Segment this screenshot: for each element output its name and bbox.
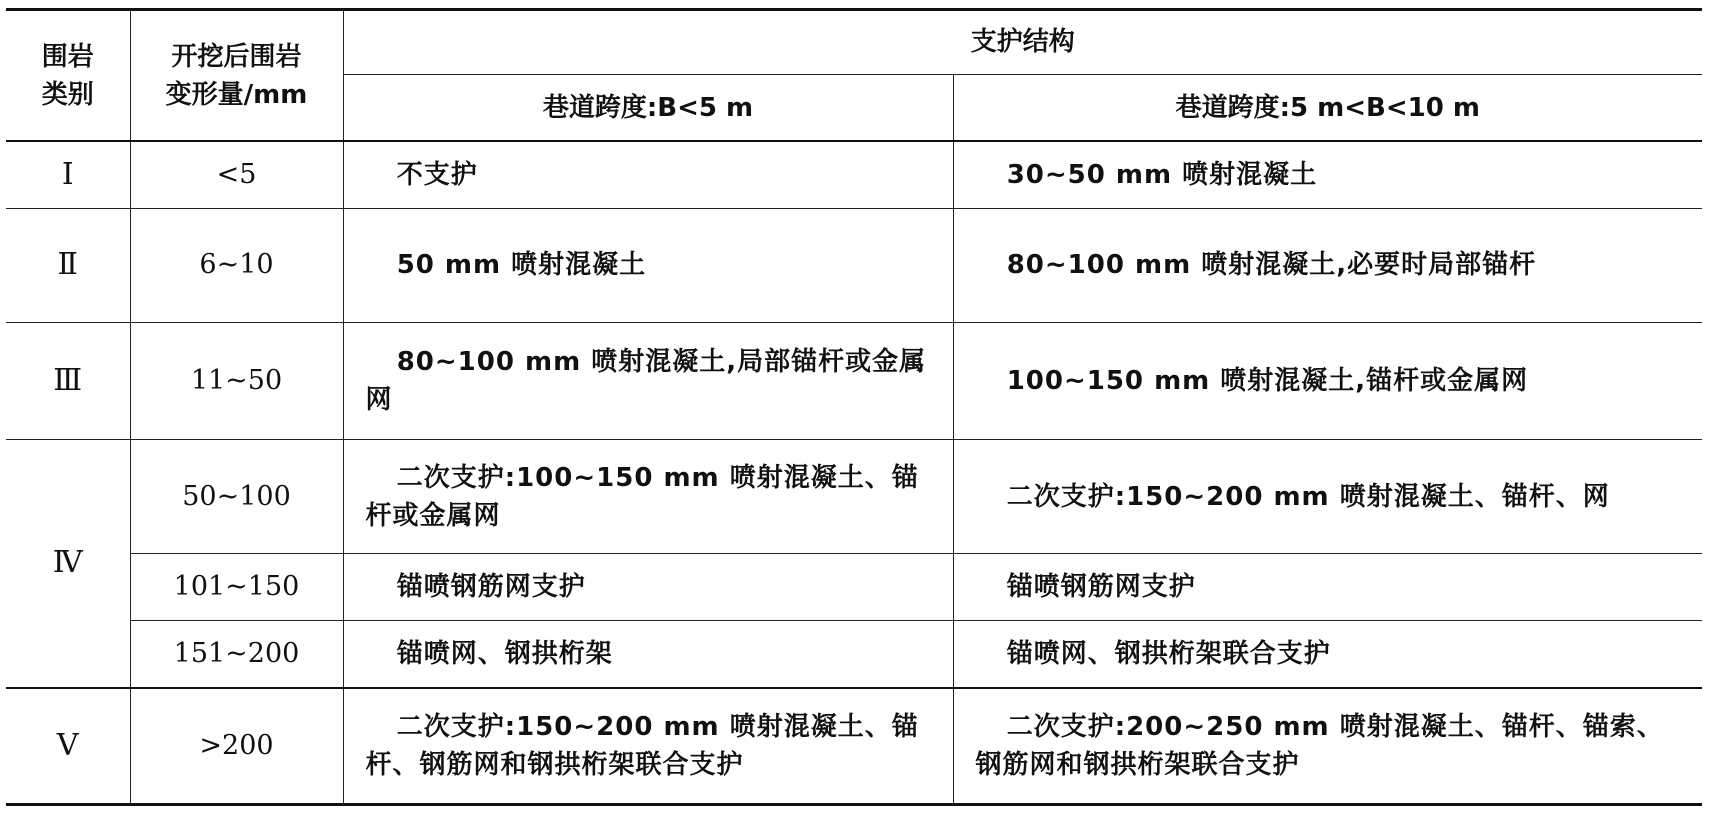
support-small-text: 50 mm 喷射混凝土 [396,250,647,281]
support-small-cell [343,141,953,208]
header-span-large: 巷道跨度:5 m<B<10 m [953,74,1702,141]
support-large-cell [953,621,1702,688]
support-large-cell [953,141,1702,208]
support-small-cell [343,208,953,322]
support-large-text: 锚喷网、钢拱桁架联合支护 [1006,639,1331,670]
support-large-cell [953,439,1702,553]
table-row [6,688,1702,805]
table-row [6,439,1702,553]
support-small-text: 锚喷钢筋网支护 [396,572,586,603]
header-deformation-line2: 变形量/mm [165,79,308,110]
header-rock-class [6,10,130,142]
support-small-text: 锚喷网、钢拱桁架 [396,639,613,670]
support-large-text: 锚喷钢筋网支护 [1006,572,1196,603]
support-small-cell [343,688,953,805]
grade-cell: Ⅰ [6,141,130,208]
grade-cell: Ⅲ [6,323,130,440]
header-support-structure: 支护结构 [343,10,1702,75]
support-small-text: 二次支护:100~150 mm 喷射混凝土、锚杆或金属网 [365,462,919,531]
support-small-cell [343,439,953,553]
deformation-cell: 50~100 [130,439,343,553]
support-large-text: 二次支护:150~200 mm 喷射混凝土、锚杆、网 [1006,481,1610,512]
table-row [6,621,1702,688]
support-small-text: 80~100 mm 喷射混凝土,局部锚杆或金属网 [365,347,927,416]
table-row [6,554,1702,621]
support-large-cell [953,554,1702,621]
support-small-text: 不支护 [396,160,478,190]
support-large-text: 100~150 mm 喷射混凝土,锚杆或金属网 [1006,366,1529,397]
table-row [6,141,1702,208]
support-large-text: 30~50 mm 喷射混凝土 [1006,160,1318,190]
support-large-cell [953,688,1702,805]
support-structure-table [6,8,1702,806]
support-large-text: 80~100 mm 喷射混凝土,必要时局部锚杆 [1006,250,1537,281]
support-large-cell [953,323,1702,440]
deformation-cell: >200 [130,688,343,805]
header-rock-class-line1: 围岩 [41,41,94,72]
deformation-cell: 11~50 [130,323,343,440]
support-small-cell [343,621,953,688]
table-row [6,323,1702,440]
deformation-cell: 6~10 [130,208,343,322]
deformation-cell: 151~200 [130,621,343,688]
grade-cell: Ⅱ [6,208,130,322]
support-large-text: 二次支护:200~250 mm 喷射混凝土、锚杆、锚索、钢筋网和钢拱桁架联合支护 [975,711,1664,780]
grade-cell: Ⅴ [6,688,130,805]
table-row [6,208,1702,322]
support-large-cell [953,208,1702,322]
support-small-text: 二次支护:150~200 mm 喷射混凝土、锚杆、钢筋网和钢拱桁架联合支护 [365,711,919,780]
header-deformation [130,10,343,142]
support-small-cell [343,323,953,440]
header-span-small: 巷道跨度:B<5 m [343,74,953,141]
deformation-cell: <5 [130,141,343,208]
header-row-1 [6,10,1702,75]
grade-cell: Ⅳ [6,439,130,687]
support-small-cell [343,554,953,621]
header-rock-class-line2: 类别 [41,79,94,110]
header-deformation-line1: 开挖后围岩 [171,41,302,72]
deformation-cell: 101~150 [130,554,343,621]
